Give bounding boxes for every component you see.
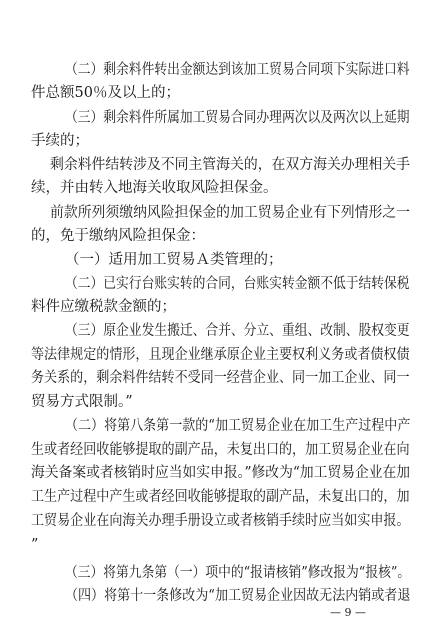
- text-line: （三）剩余料件所属加工贸易合同办理两次以及两次以上延期: [65, 110, 410, 126]
- text-line: ”: [31, 537, 39, 553]
- text-line: 贸易方式限制。”: [31, 394, 133, 410]
- text-line: 务关系的，剩余料件结转不受同一经营企业、同一加工企业、同一: [31, 370, 410, 386]
- text-line: 海关备案或者核销时应当如实申报。”修改为“加工贸易企业在加: [31, 465, 411, 481]
- text-line: 剩余料件结转涉及不同主管海关的，在双方海关办理相关手: [50, 157, 410, 173]
- text-line: 件总额50％及以上的；: [31, 85, 180, 101]
- text-line: （二）将第八条第一款的“加工贸易企业在加工生产过程中产: [65, 418, 411, 434]
- text-line: （二）已实行台账实转的合同，台账实转金额不低于结转保税: [65, 276, 410, 292]
- text-line: 手续的；: [31, 133, 89, 149]
- text-line: 的，免于缴纳风险担保金：: [31, 228, 205, 244]
- text-line: （一）适用加工贸易Ａ类管理的；: [65, 252, 283, 268]
- text-line: 等法律规定的情形，且现企业继承原企业主要权利义务或者债权债: [31, 347, 410, 363]
- text-line: （四）将第十一条修改为“加工贸易企业因故无法内销或者退: [65, 588, 411, 604]
- text-line: 工贸易企业在向海关办理手册设立或者核销手续时应当如实申报。: [31, 513, 410, 529]
- text-line: 生或者经回收能够提取的副产品，未复出口的，加工贸易企业在向: [31, 442, 410, 458]
- text-line: 料件应缴税款金额的；: [31, 299, 176, 315]
- text-line: 工生产过程中产生或者经回收能够提取的副产品，未复出口的，加: [31, 489, 410, 505]
- text-line: （二）剩余料件转出金额达到该加工贸易合同项下实际进口料: [65, 62, 410, 78]
- text-line: 续，并由转入地海关收取风险担保金。: [31, 180, 278, 196]
- text-line: 前款所列须缴纳风险担保金的加工贸易企业有下列情形之一: [50, 205, 410, 221]
- text-line: （三）将第九条第（一）项中的“报请核销”修改报为“报核”。: [65, 565, 411, 581]
- text-line: （三）原企业发生搬迁、合并、分立、重组、改制、股权变更: [65, 323, 410, 339]
- page-number: — 9 —: [330, 606, 366, 619]
